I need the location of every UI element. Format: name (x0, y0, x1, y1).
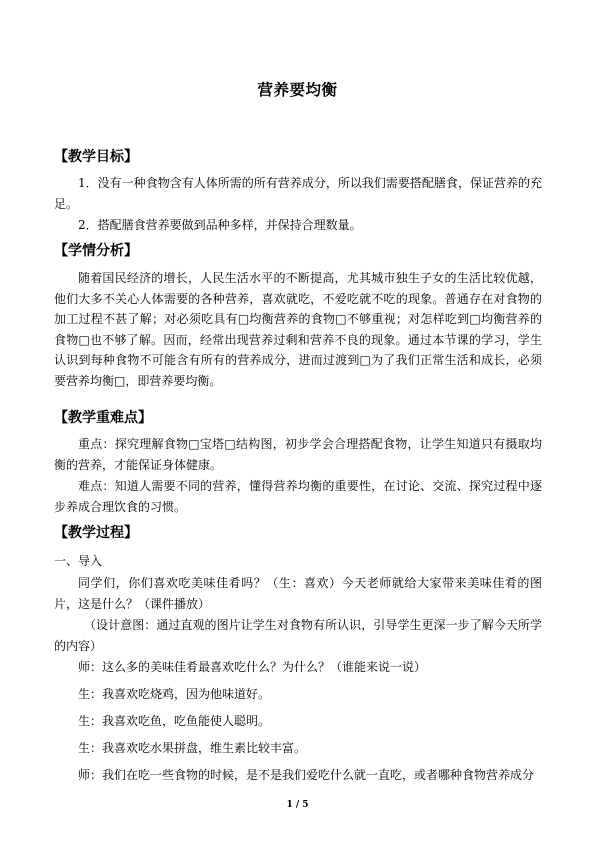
goal-item-1: 1．没有一种食物含有人体所需的所有营养成分，所以我们需要搭配膳食，保证营养的充足。 (54, 176, 542, 211)
section-heading-analysis: 【学情分析】 (54, 243, 138, 259)
dialog-line: 师：这么多的美味佳肴最喜欢吃什么？为什么？（谁能来说一说） (78, 660, 427, 674)
dialog-line: 生：我喜欢吃烧鸡，因为他味道好。 (78, 687, 271, 701)
goal-item-2: 2．搭配膳食营养要做到品种多样，并保持合理数量。 (78, 218, 362, 232)
section-heading-process: 【教学过程】 (54, 525, 138, 541)
difficulty-item: 难点：知道人需要不同的营养，懂得营养均衡的重要性，在讨论、交流、探究过程中逐步养成合理饮食的习惯。 (54, 479, 542, 514)
key-point-item: 重点：探究理解食物□宝塔□结构图，初步学会合理搭配食物，让学生知道只有摄取均衡的营养，才能保证身体健康。 (54, 437, 542, 472)
design-note: （设计意图：通过直观的图片让学生对食物有所认识，引导学生更深一步了解今天所学的内容） (54, 618, 542, 653)
dialog-line: 生：我喜欢吃水果拼盘，维生素比较丰富。 (78, 741, 307, 755)
section-heading-key-points: 【教学重难点】 (54, 410, 152, 426)
process-subheading-intro: 一、导入 (54, 554, 103, 568)
page-number: 1 / 5 (286, 800, 309, 810)
document-title: 营养要均衡 (257, 80, 338, 99)
intro-paragraph: 同学们，你们喜欢吃美味佳肴吗？（生：喜欢）今天老师就给大家带来美味佳肴的图片，这是什么？（课件播放） (54, 576, 542, 611)
analysis-paragraph: 随着国民经济的增长，人民生活水平的不断提高，尤其城市独生子女的生活比较优越，他们大多不关心人体需要的各种营养，喜欢就吃，不爱吃就不吃的现象。普通存在对食物的加工过程不甚了解；对必须吃具有□均衡营养的食物□不够重视；对怎样吃到□均衡营养的食物□也不够了解。因而，经常出现营养过剩和营养不良的现象。通过本节课的学习，学生认识到每种食物不可能含有所有的营养成分，进而过渡到□为了我们正常生活和成长，必须要营养均衡□，即营养要均衡。 (54, 271, 542, 388)
dialog-line: 师：我们在吃一些食物的时候，是不是我们爱吃什么就一直吃，或者哪种食物营养成分 (78, 768, 535, 782)
section-heading-goals: 【教学目标】 (54, 149, 138, 165)
dialog-line: 生：我喜欢吃鱼，吃鱼能使人聪明。 (78, 714, 271, 728)
